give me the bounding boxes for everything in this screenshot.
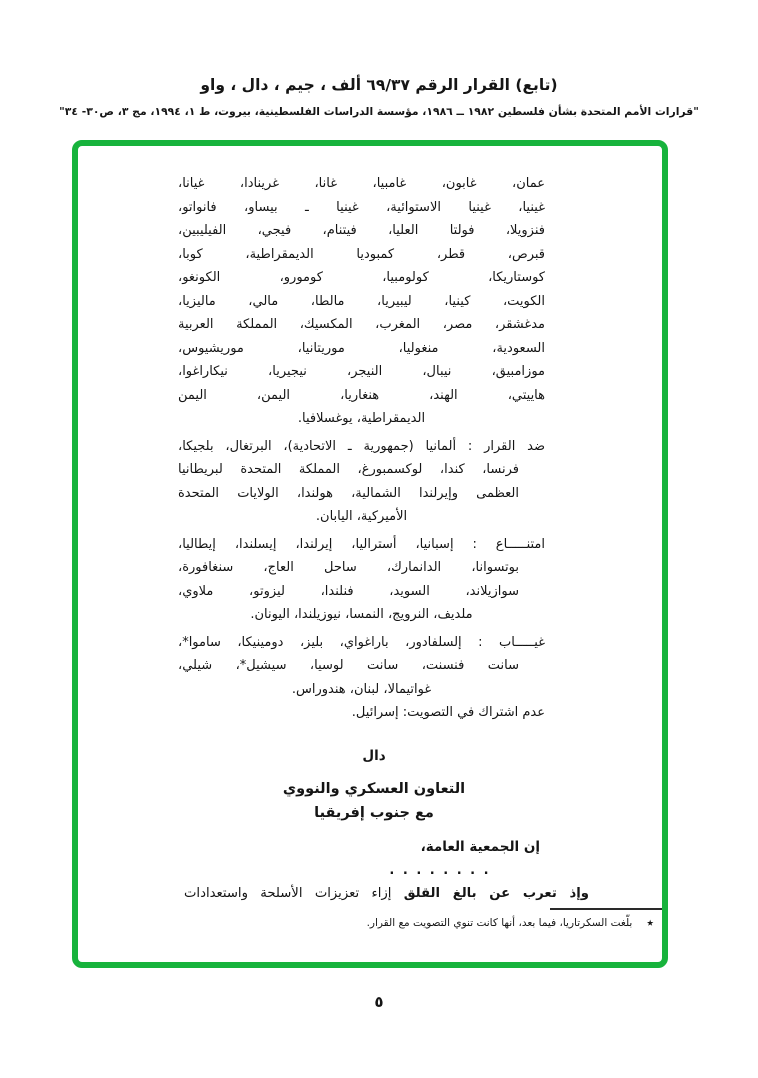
clause-bold-text: وإذ تعرب عن بالغ القلق xyxy=(403,885,589,901)
against-vote-line: ضد القرار : ألمانيا (جمهورية ـ الاتحادية)، البرتغال، بلجيكا، xyxy=(178,438,545,454)
in-favor-list-line: الكويت، كينيا، ليبيريا، مالطا، مالي، ماليزيا، xyxy=(178,293,545,309)
abstention-vote-line: سوازيلاند، السويد، فنلندا، ليزوتو، ملاوي، xyxy=(178,583,519,599)
vote-lists xyxy=(178,172,545,725)
assembly-opening-line: إن الجمعية العامة، xyxy=(420,838,540,855)
footnote-text: بلّغت السكرتاريا، فيما بعد، أنها كانت تنوي التصويت مع القرار. xyxy=(366,917,633,929)
against-vote-line: فرنسا، كندا، لوكسمبورغ، المملكة المتحدة لبريطانيا xyxy=(178,462,519,477)
section-subtitle: مع جنوب إفريقيا xyxy=(314,804,434,821)
in-favor-list-line: كوستاريكا، كولومبيا، كومورو، الكونغو، xyxy=(178,270,545,285)
section-letter-heading: دال xyxy=(362,747,386,764)
abstention-vote-line: امتنـــــاع : إسبانيا، أستراليا، إيرلندا، إيسلندا، إيطاليا، xyxy=(178,536,545,552)
non-participation-line: عدم اشتراك في التصويت: إسرائيل. xyxy=(351,705,545,720)
in-favor-list-line: غينيا، غينيا الاستوائية، غينيا ـ بيساو، فانواتو، xyxy=(178,199,545,215)
preambular-clause xyxy=(184,882,589,906)
against-vote-line: العظمى وإيرلندا الشمالية، هولندا، الولايات المتحدة xyxy=(178,485,519,501)
absent-vote-line: سانت فنسنت، سانت لوسيا، سيشيل*، شيلي، xyxy=(178,658,519,673)
in-favor-list-line: هاييتي، الهند، هنغاريا، اليمن، اليمن xyxy=(178,387,545,403)
in-favor-list-line: فنزويلا، فولتا العليا، فيتنام، فيجي، الفيليبين، xyxy=(178,223,545,238)
in-favor-list-line: موزامبيق، نيبال، النيجر، نيجيريا، نيكاراغوا، xyxy=(178,364,545,379)
in-favor-list-line: السعودية، منغوليا، موريتانيا، موريشيوس، xyxy=(178,340,545,356)
omission-dots: . . . . . . . . xyxy=(389,862,491,878)
in-favor-list-line: مدغشقر، مصر، المغرب، المكسيك، المملكة العربية xyxy=(178,317,545,332)
highlight-frame xyxy=(72,140,668,968)
footnote-separator xyxy=(550,908,662,910)
footnote-marker: ٭ xyxy=(646,915,654,931)
in-favor-list-line: الديمقراطية، يوغسلافيا. xyxy=(297,411,426,426)
in-favor-list-line: عمان، غابون، غامبيا، غانا، غرينادا، غيانا، xyxy=(178,176,545,191)
page-number: ٥ xyxy=(374,993,384,1011)
header-title: (تابع) القرار الرقم ٦٩/٣٧ ألف ، جيم ، دال ، واو xyxy=(200,76,558,94)
absent-vote-line: غواتيمالا، لبنان، هندوراس. xyxy=(291,681,432,697)
abstention-vote-line: بوتسوانا، الدانمارك، ساحل العاج، سنغافورة، xyxy=(178,560,519,575)
in-favor-list-line: قبرص، قطر، كمبوديا الديمقراطية، كوبا، xyxy=(178,246,545,262)
section-title: التعاون العسكري والنووي xyxy=(282,780,466,797)
header-citation: "قرارات الأمم المتحدة بشأن فلسطين ١٩٨٢ ــ ١٩٨٦، مؤسسة الدراسات الفلسطينية، بيروت، ط ١، ١٩٩٤، مج ٣، ص٣٠- ٣٤" xyxy=(59,105,699,118)
absent-vote-line: غيـــــاب : إلسلفادور، باراغواي، بليز، دومينيكا، ساموا*، xyxy=(178,634,545,650)
against-vote-line: الأميركية، اليابان. xyxy=(315,509,408,524)
footnote xyxy=(138,915,654,931)
abstention-vote-line: ملديف، النرويج، النمسا، نيوزيلندا، اليونان. xyxy=(250,607,473,622)
clause-rest-text: إزاء تعزيزات الأسلحة واستعدادات xyxy=(184,885,404,901)
